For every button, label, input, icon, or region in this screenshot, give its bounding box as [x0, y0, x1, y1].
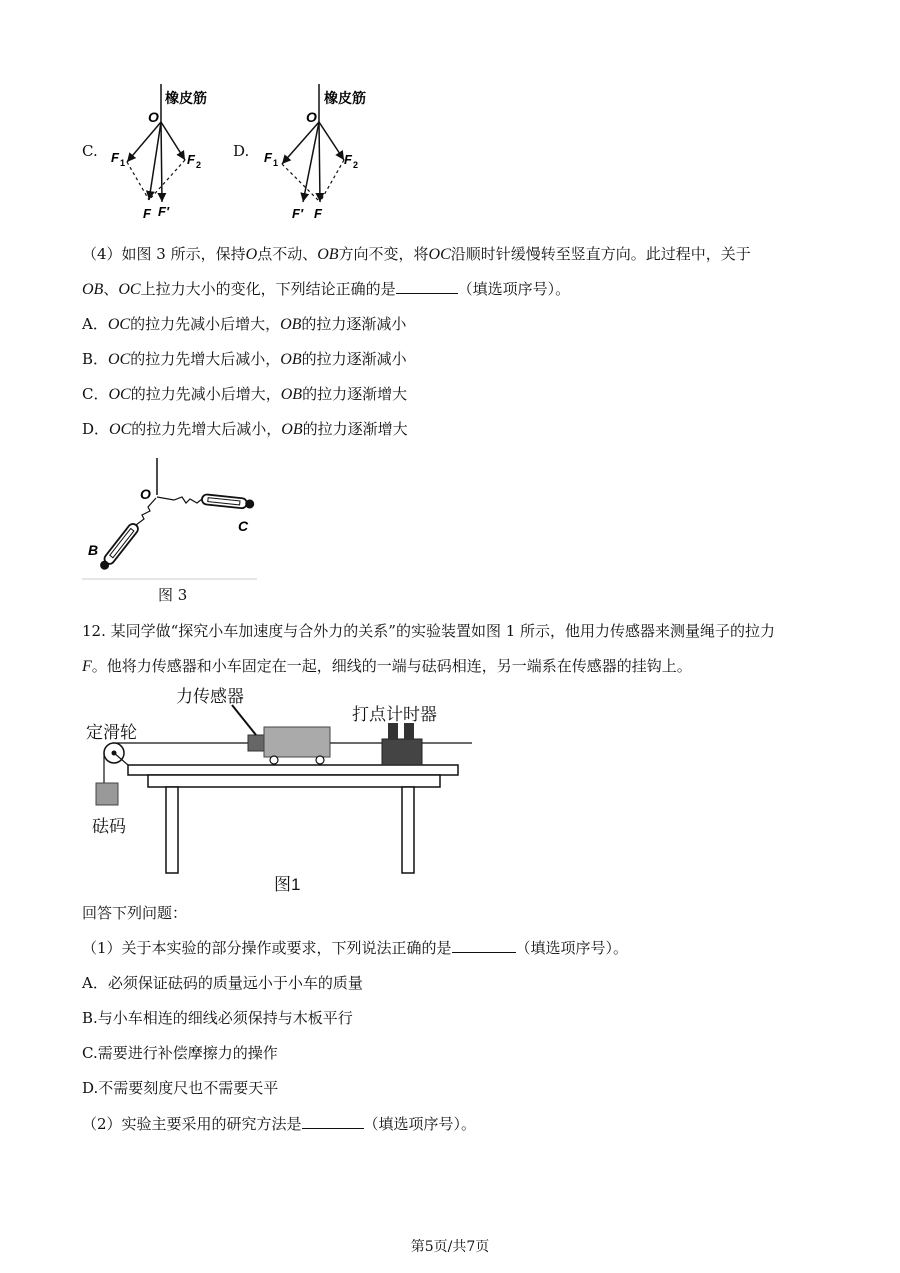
q12-sub1: （1）关于本实验的部分操作或要求，下列说法正确的是 （填选项序号）。: [82, 939, 629, 957]
f-label: F: [314, 206, 322, 221]
svg-text:2: 2: [196, 160, 202, 170]
q12-sub1-option-a: A．必须保证砝码的质量远小于小车的质量: [82, 974, 363, 992]
force-diagram-c: [105, 82, 245, 227]
weight-label: 砝码: [92, 817, 126, 836]
figure-3-spring-scales: [82, 455, 262, 585]
weight-block: [96, 783, 118, 805]
f1-arrow: [282, 122, 319, 164]
point-o-label: O: [306, 109, 317, 125]
f2-label: F: [344, 152, 352, 167]
option-d-label: D.: [233, 142, 250, 160]
svg-text:1: 1: [120, 158, 126, 168]
option-c-label: C.: [82, 142, 98, 160]
svg-text:1: 1: [273, 158, 279, 168]
sensor-label: 力传感器: [176, 687, 244, 706]
point-o-label: O: [148, 109, 159, 125]
page-footer: 第5页/共7页: [410, 1239, 490, 1255]
answer-blank: [396, 279, 458, 294]
cart: [264, 727, 330, 757]
svg-text:2: 2: [353, 160, 359, 170]
answer-blank: [452, 938, 516, 953]
figure-3-caption: 图 3: [158, 586, 188, 604]
f2-label: F: [187, 152, 195, 167]
fprime-label: F′: [158, 204, 170, 219]
q4-option-c: C．OC的拉力先减小后增大，OB的拉力逐渐增大: [82, 385, 408, 403]
rubber-band-label: 橡皮筋: [324, 90, 366, 106]
q12-sub1-option-c: C.需要进行补偿摩擦力的操作: [82, 1044, 278, 1062]
q4-line-1: （4）如图 3 所示，保持O点不动、OB方向不变，将OC沿顺时针缓慢转至竖直方向。此过程中，关于: [82, 245, 751, 263]
force-diagram-d: [262, 82, 402, 227]
point-b-label: B: [88, 542, 99, 558]
pulley-label: 定滑轮: [86, 723, 137, 742]
fprime-arrow: [303, 122, 319, 202]
answer-intro: 回答下列问题：: [82, 904, 188, 922]
rubber-band-label: 橡皮筋: [165, 90, 207, 106]
q12-sub1-option-b: B.与小车相连的细线必须保持与木板平行: [82, 1009, 353, 1027]
f1-label: F: [111, 150, 119, 165]
q4-option-d: D．OC的拉力先增大后减小，OB的拉力逐渐增大: [82, 420, 408, 438]
q12-line-1: 12. 某同学做“探究小车加速度与合外力的关系”的实验装置如图 1 所示，他用力传感器来测量绳子的拉力: [82, 622, 776, 640]
f-label: F: [143, 206, 151, 221]
q4-line-2: OB、OC上拉力大小的变化，下列结论正确的是 （填选项序号）。: [82, 280, 571, 298]
q12-sub2: （2）实验主要采用的研究方法是 （填选项序号）。: [82, 1115, 477, 1133]
point-c-label: C: [238, 518, 249, 534]
answer-blank: [302, 1114, 364, 1129]
ticker-timer: [382, 739, 422, 765]
fprime-label: F′: [292, 206, 304, 221]
figure-1-caption: 图1: [274, 875, 301, 894]
q12-line-2: F。他将力传感器和小车固定在一起，细线的一端与砝码相连，另一端系在传感器的挂钩上。: [82, 657, 692, 675]
q12-sub1-option-d: D.不需要刻度尺也不需要天平: [82, 1079, 279, 1097]
q4-option-a: A．OC的拉力先减小后增大，OB的拉力逐渐减小: [82, 315, 407, 333]
f2-arrow: [319, 122, 344, 160]
fprime-arrow: [161, 122, 162, 202]
point-o-label: O: [140, 486, 151, 502]
f2-arrow: [161, 122, 185, 160]
force-sensor: [248, 735, 264, 751]
table-top: [128, 765, 458, 775]
f1-label: F: [264, 150, 272, 165]
timer-label: 打点计时器: [352, 705, 437, 724]
q4-option-b: B．OC的拉力先增大后减小，OB的拉力逐渐减小: [82, 350, 407, 368]
f-arrow: [319, 122, 320, 202]
